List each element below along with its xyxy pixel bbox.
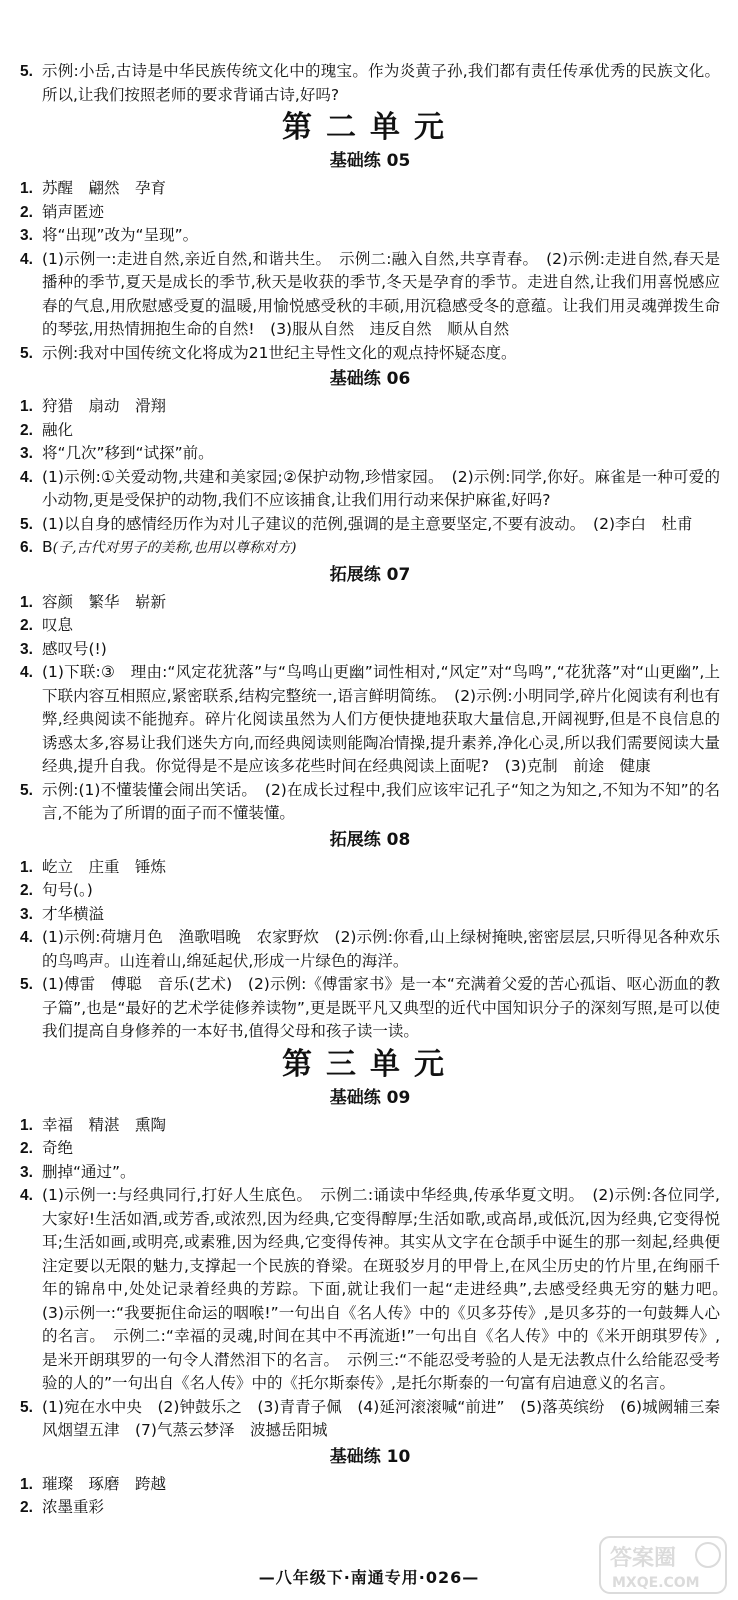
section-title: 拓展练 08 xyxy=(329,829,411,850)
answer-item xyxy=(20,926,720,973)
answer-item xyxy=(20,591,720,615)
watermark-text-cn: 答案圈 xyxy=(610,1546,677,1571)
unit-title: 第三单元 xyxy=(282,1046,458,1082)
section-title: 拓展练 07 xyxy=(329,564,411,585)
item-number: 5. xyxy=(20,515,33,533)
item-number: 5. xyxy=(20,781,33,799)
item-number: 2. xyxy=(20,1499,33,1516)
answer-page xyxy=(20,60,736,1520)
item-number: 2. xyxy=(20,203,33,221)
item-text: (1)示例一:走进自然,亲近自然,和谐共生。 示例二:融入自然,共享青春。 (2)示例:走进自然,春天是播种的季节,夏天是成长的季节,秋天是收获的季节,冬天是孕育的季节。走进自然,让我们用喜悦感应春的气息,用欣慰感受夏的温暖,用愉悦感受秋的丰硕,用沉稳感受冬的意蕴。让我们用灵魂弹拨生命的琴弦,用热情拥抱生命的自然! (3)服从自然 违反自然 顺从自然 xyxy=(42,249,720,338)
section-title: 基础练 05 xyxy=(329,151,411,171)
item-number: 5. xyxy=(20,344,33,362)
item-text: 浓墨重彩 xyxy=(42,1498,105,1516)
item-number: 5. xyxy=(20,1398,33,1416)
watermark-graphic xyxy=(598,1535,728,1595)
item-number: 6. xyxy=(20,539,33,556)
item-number: 3. xyxy=(20,445,33,462)
item-text: 销声匿迹 xyxy=(42,202,105,221)
answer-item xyxy=(20,342,720,366)
answer-item xyxy=(20,1161,720,1185)
item-text: 示例:我对中国传统文化将成为21世纪主导性文化的观点持怀疑态度。 xyxy=(42,343,517,362)
answer-item xyxy=(20,856,720,880)
item-text: 璀璨 琢磨 跨越 xyxy=(42,1474,167,1493)
item-number: 3. xyxy=(20,905,33,923)
item-text: 将“出现”改为“呈现”。 xyxy=(42,226,199,244)
item-text: 才华横溢 xyxy=(42,904,105,923)
item-number: 5. xyxy=(20,63,33,80)
answer-item xyxy=(20,1114,720,1138)
section-title: 基础练 09 xyxy=(329,1087,411,1108)
answer-item xyxy=(20,442,720,466)
item-number: 3. xyxy=(20,1163,33,1181)
item-number: 4. xyxy=(20,250,33,268)
answer-item xyxy=(20,1396,736,1443)
item-number: 2. xyxy=(20,882,33,899)
answer-item xyxy=(20,973,720,1044)
answer-item xyxy=(20,1184,736,1396)
watermark-text-en: MXQE.COM xyxy=(612,1575,700,1591)
item-number: 3. xyxy=(20,227,33,244)
answer-item xyxy=(20,177,720,201)
item-text: (1)以自身的感情经历作为对儿子建议的范例,强调的是主意要坚定,不要有波动。 (2)李白 杜甫 xyxy=(42,514,693,533)
answer-item xyxy=(20,1496,720,1520)
item-text: 奇绝 xyxy=(42,1139,74,1157)
item-number: 5. xyxy=(20,976,33,993)
item-number: 1. xyxy=(20,1475,33,1493)
item-text: 句号(。) xyxy=(42,881,93,899)
answer-item xyxy=(20,638,720,662)
item-number: 2. xyxy=(20,1140,33,1157)
item-text: (1)示例:荷塘月色 渔歌唱晚 农家野炊 (2)示例:你看,山上绿树掩映,密密层层,只听得见各种欢乐的鸟鸣声。山连着山,绵延起伏,形成一片绿色的海洋。 xyxy=(42,928,720,970)
item-text: (1)示例一:与经典同行,打好人生底色。 示例二:诵读中华经典,传承华夏文明。 (2)示例:各位同学,大家好!生活如酒,或芳香,或浓烈,因为经典,它变得醇厚;生活如歌,或高昂,或低沉,因为经典,它变得悦耳;生活如画,或明亮,或素雅,因为经典,它变得传神。其实从文字在仓颉手中诞生的那一刻起,经典便注定要以无限的魅力,支撑起一个民族的脊梁。在斑驳岁月的甲骨上,在风尘历史的竹片里,在绚丽千年的锦帛中,处处记录着经典的芳踪。下面,就让我们一起“走进经典”,去感受经典无穷的魅力吧。 (3)示例一:“我要扼住命运的咽喉!”一句出自《名人传》中的《贝多芬传》,是贝多芬的一句鼓舞人心的名言。 示例二:“幸福的灵魂,时间在其中不再流逝!”一句出自《名人传》中的《米开朗琪罗传》,是米开朗琪罗的一句令人潸然泪下的名言。 示例三:“不能忍受考验的人是无法教点什么给能忍受考验的人的”一句出自《名人传》中的《托尔斯泰传》,是托尔斯泰的一句富有启迪意义的名言。 xyxy=(42,1186,736,1392)
item-text: (1)傅雷 傅聪 音乐(艺术) (2)示例:《傅雷家书》是一本“充满着父爱的苦心孤诣、呕心沥血的教子篇”,也是“最好的艺术学徒修养读物”,更是既平凡又典型的近代中国知识分子的深刻写照,是可以使我们提高自身修养的一本好书,值得父母和孩子读一读。 xyxy=(42,975,720,1040)
item-number: 1. xyxy=(20,858,33,876)
section-title: 基础练 10 xyxy=(329,1446,411,1467)
answer-item xyxy=(20,201,720,225)
item-text: (1)下联:③ 理由:“风定花犹落”与“鸟鸣山更幽”词性相对,“风定”对“鸟鸣”,“花犹落”对“山更幽”,上下联内容互相照应,紧密联系,结构完整统一,语言鲜明简练。 (2)示例:小明同学,碎片化阅读有利也有弊,经典阅读不能抛弃。碎片化阅读虽然为人们方便快捷地获取大量信息,开阔视野,但是不良信息的诱惑太多,容易让我们迷失方向,而经典阅读则能陶冶情操,提升素养,净化心灵,所以我们需要阅读大量经典,提升自我。你觉得是不是应该多花些时间在经典阅读上面呢? (3)克制 前途 健康 xyxy=(42,663,720,775)
answer-item xyxy=(20,513,720,537)
item-number: 4. xyxy=(20,929,33,946)
item-number: 1. xyxy=(20,1116,33,1134)
page-footer: —八年级下·南通专用·026— xyxy=(258,1568,480,1587)
item-text: 示例:(1)不懂装懂会闹出笑话。 (2)在成长过程中,我们应该牢记孔子“知之为知之,不知为不知”的名言,不能为了所谓的面子而不懂装懂。 xyxy=(42,780,720,822)
answer-item xyxy=(20,60,720,107)
item-text: (1)宛在水中央 (2)钟鼓乐之 (3)青青子佩 (4)延河滚滚喊“前进” (5)落英缤纷 (6)城阙辅三秦 风烟望五津 (7)气蒸云梦泽 波撼岳阳城 xyxy=(42,1397,736,1439)
item-text: 叹息 xyxy=(42,616,74,634)
item-text: 屹立 庄重 锤炼 xyxy=(42,857,167,876)
watermark-logo xyxy=(598,1535,728,1595)
item-number: 4. xyxy=(20,664,33,681)
section-title: 基础练 06 xyxy=(329,369,411,389)
item-number: 1. xyxy=(20,180,33,197)
item-note: (子,古代对男子的美称,也用以尊称对方) xyxy=(52,540,297,556)
item-number: 3. xyxy=(20,640,33,658)
item-number: 1. xyxy=(20,593,33,611)
answer-item xyxy=(20,614,720,638)
item-text: 删掉“通过”。 xyxy=(42,1162,136,1181)
answer-item xyxy=(20,395,720,419)
item-text: 狩猎 扇动 滑翔 xyxy=(42,397,167,415)
item-text: 苏醒 翩然 孕育 xyxy=(42,179,167,197)
answer-item xyxy=(20,1137,720,1161)
unit-title: 第二单元 xyxy=(282,110,458,145)
answer-item xyxy=(20,661,720,779)
answer-item xyxy=(20,879,720,903)
answer-item xyxy=(20,1473,720,1497)
item-number: 2. xyxy=(20,617,33,634)
item-text: 幸福 精湛 熏陶 xyxy=(42,1115,167,1134)
item-text: 容颜 繁华 崭新 xyxy=(42,592,167,611)
item-text: 将“几次”移到“试探”前。 xyxy=(42,444,214,462)
answer-item xyxy=(20,224,720,248)
answer-item xyxy=(20,419,720,443)
item-number: 1. xyxy=(20,398,33,415)
item-number: 4. xyxy=(20,468,33,486)
item-number: 2. xyxy=(20,421,33,439)
item-number: 4. xyxy=(20,1187,33,1204)
item-text: 感叹号(!) xyxy=(42,639,107,658)
answer-item xyxy=(20,536,720,561)
item-text: (1)示例:①关爱动物,共建和美家园;②保护动物,珍惜家园。 (2)示例:同学,你好。麻雀是一种可爱的小动物,更是受保护的动物,我们不应该捕食,让我们用行动来保护麻雀,好吗? xyxy=(42,467,720,509)
item-text: 融化 xyxy=(42,420,74,439)
answer-item xyxy=(20,466,720,513)
answer-item xyxy=(20,248,720,342)
answer-item xyxy=(20,903,720,927)
answer-item xyxy=(20,779,720,826)
item-text: B(子,古代对男子的美称,也用以尊称对方) xyxy=(42,538,297,556)
item-text: 示例:小岳,古诗是中华民族传统文化中的瑰宝。作为炎黄子孙,我们都有责任传承优秀的民族文化。所以,让我们按照老师的要求背诵古诗,好吗? xyxy=(42,62,720,104)
